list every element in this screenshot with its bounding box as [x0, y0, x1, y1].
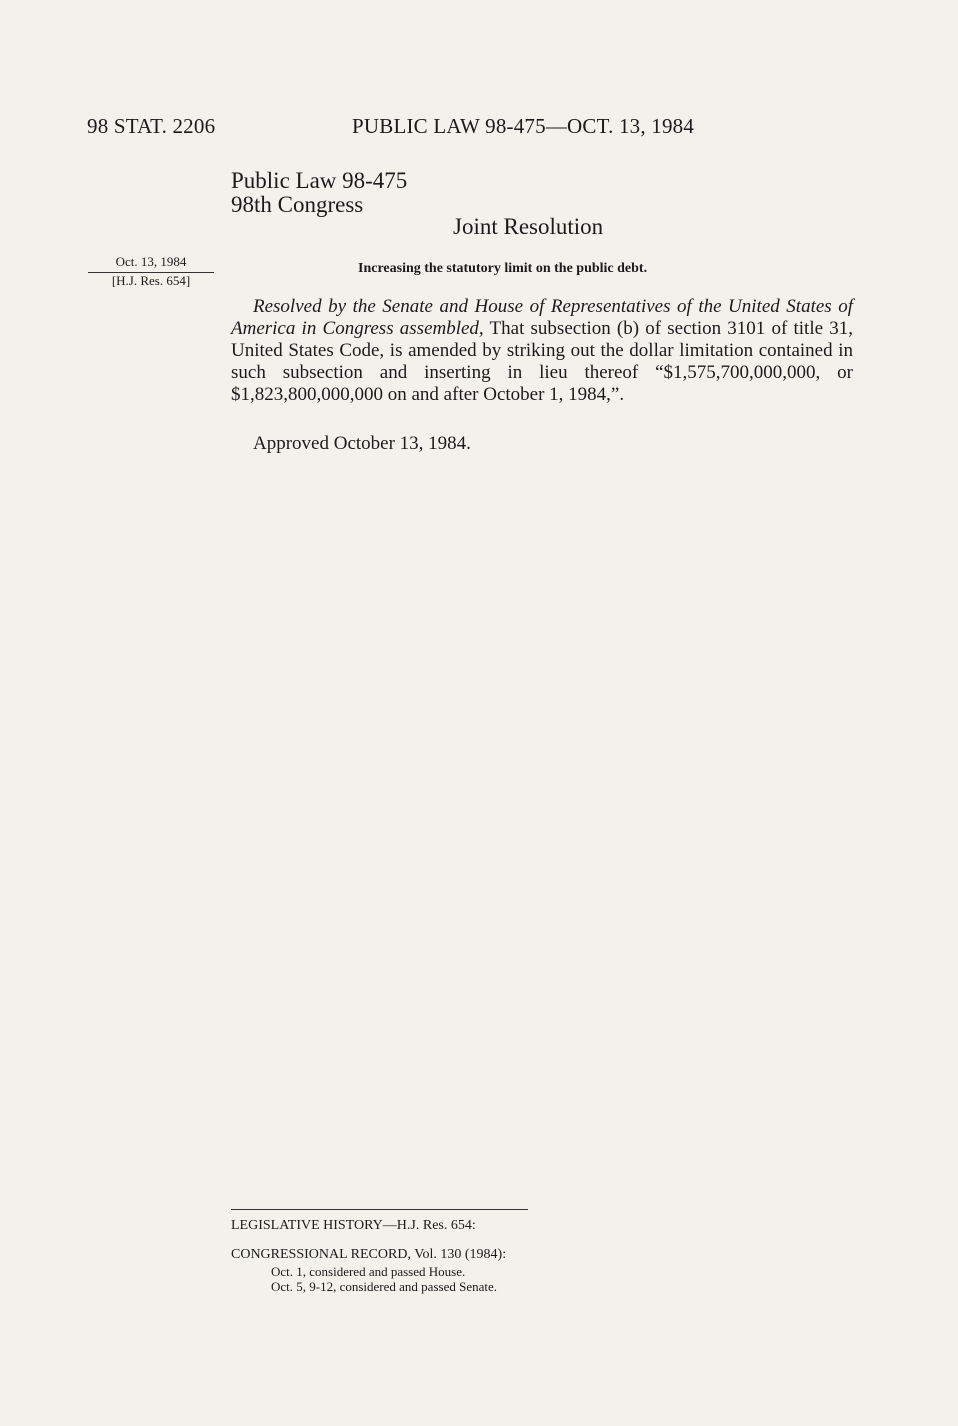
running-title: PUBLIC LAW 98-475—OCT. 13, 1984 — [352, 114, 695, 138]
legislative-history-heading: LEGISLATIVE HISTORY—H.J. Res. 654: — [231, 1218, 476, 1233]
resolution-text: That subsection (b) of section 3101 of title 31, United States Code, is amended by striking out the dollar limitation contained in such subsection and inserting in lieu thereof “$1,575,700,000,000, or $1,823,800,000,000 on and after October 1, 1984,”. — [231, 318, 853, 405]
history-action: Oct. 1, considered and passed House. — [271, 1264, 466, 1279]
public-law-number: Public Law 98-475 — [231, 168, 408, 193]
enacting-clause: Resolved by the Senate and House of Representatives of the United States of America in Congress assembled, — [231, 296, 853, 339]
congress-number: 98th Congress — [231, 192, 364, 217]
document-type: Joint Resolution — [453, 214, 604, 239]
congressional-record-title: CONGRESSIONAL RECORD, Vol. 130 (1984): — [231, 1247, 507, 1262]
approval-line: Approved October 13, 1984. — [253, 433, 471, 454]
history-divider — [231, 1209, 528, 1210]
margin-bill-number: [H.J. Res. 654] — [111, 273, 191, 288]
purpose-statement: Increasing the statutory limit on the public debt. — [358, 261, 648, 276]
margin-date: Oct. 13, 1984 — [88, 254, 214, 273]
resolving-paragraph — [231, 296, 853, 406]
stat-reference: 98 STAT. 2206 — [87, 114, 216, 138]
history-action: Oct. 5, 9-12, considered and passed Senate. — [271, 1279, 497, 1294]
